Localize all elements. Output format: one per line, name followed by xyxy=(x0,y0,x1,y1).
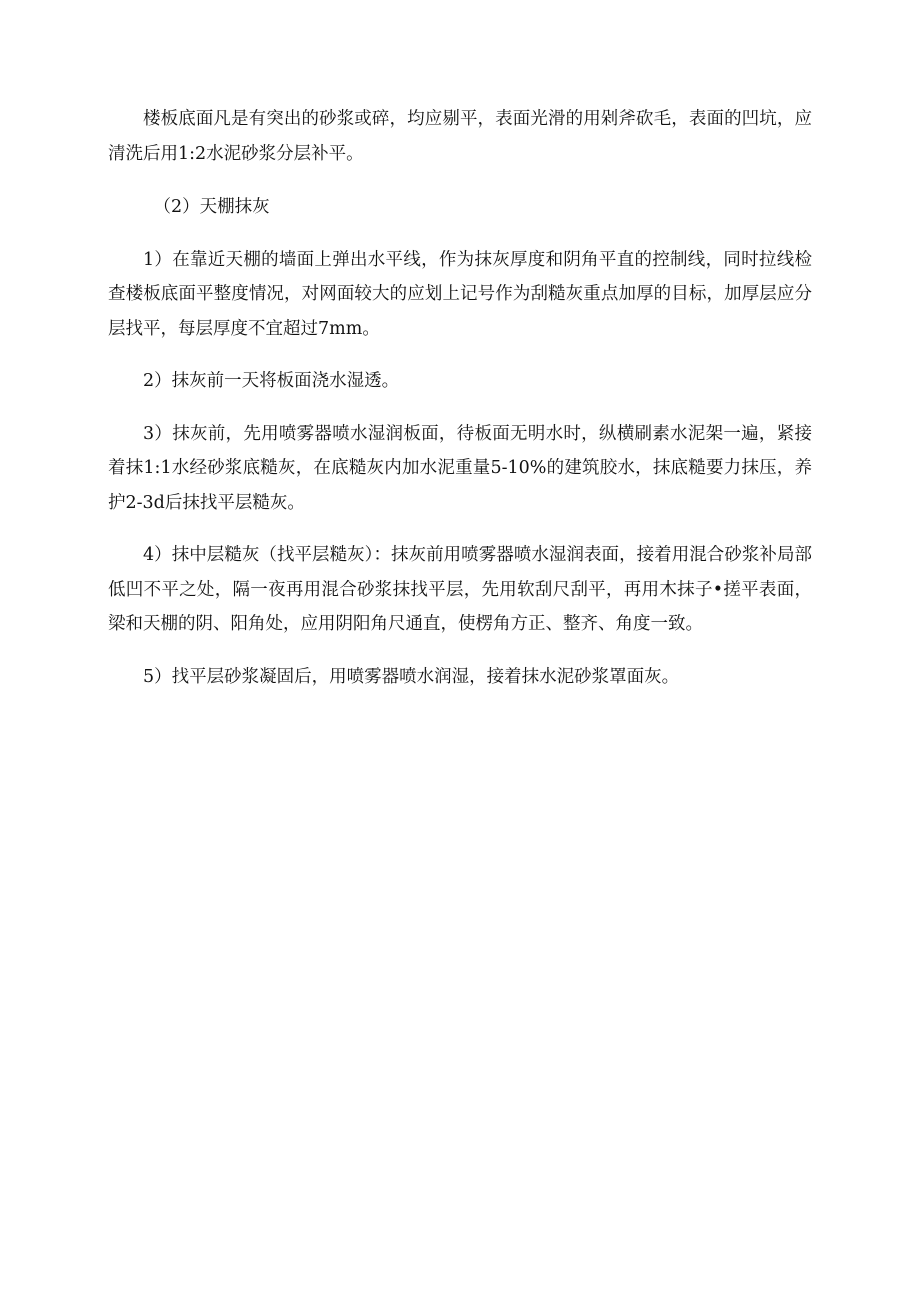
section-heading-ceiling-plaster: （2）天棚抹灰 xyxy=(153,197,270,217)
paragraph-step-2: 2）抹灰前一天将板面浇水湿透。 xyxy=(143,371,400,391)
document-body xyxy=(108,102,812,694)
paragraph-step-1: 1）在靠近天棚的墙面上弹出水平线，作为抹灰厚度和阴角平直的控制线，同时拉线检查楼板底面平整度情况，对网面较大的应划上记号作为刮糙灰重点加厚的目标，加厚层应分层找平，每层厚度不宜超过7mm。 xyxy=(108,249,812,339)
paragraph-surface-prep: 楼板底面凡是有突出的砂浆或碎，均应剔平，表面光滑的用剁斧砍毛，表面的凹坑，应清洗后用1:2水泥砂浆分层补平。 xyxy=(108,109,812,164)
paragraph-step-4: 4）抹中层糙灰（找平层糙灰）：抹灰前用喷雾器喷水湿润表面，接着用混合砂浆补局部低凹不平之处，隔一夜再用混合砂浆抹找平层，先用软刮尺刮平，再用木抹子•搓平表面，梁和天棚的阴、阳角处，应用阴阳角尺通直，使楞角方正、整齐、角度一致。 xyxy=(108,545,812,634)
paragraph-step-5: 5）找平层砂浆凝固后，用喷雾器喷水润湿，接着抹水泥砂浆罩面灰。 xyxy=(143,666,680,687)
paragraph-step-3: 3）抹灰前，先用喷雾器喷水湿润板面，待板面无明水时，纵横刷素水泥架一遍，紧接着抹1:1水经砂浆底糙灰，在底糙灰内加水泥重量5-10%的建筑胶水，抹底糙要力抹压，养护2-3d后抹找平层糙灰。 xyxy=(108,423,812,513)
